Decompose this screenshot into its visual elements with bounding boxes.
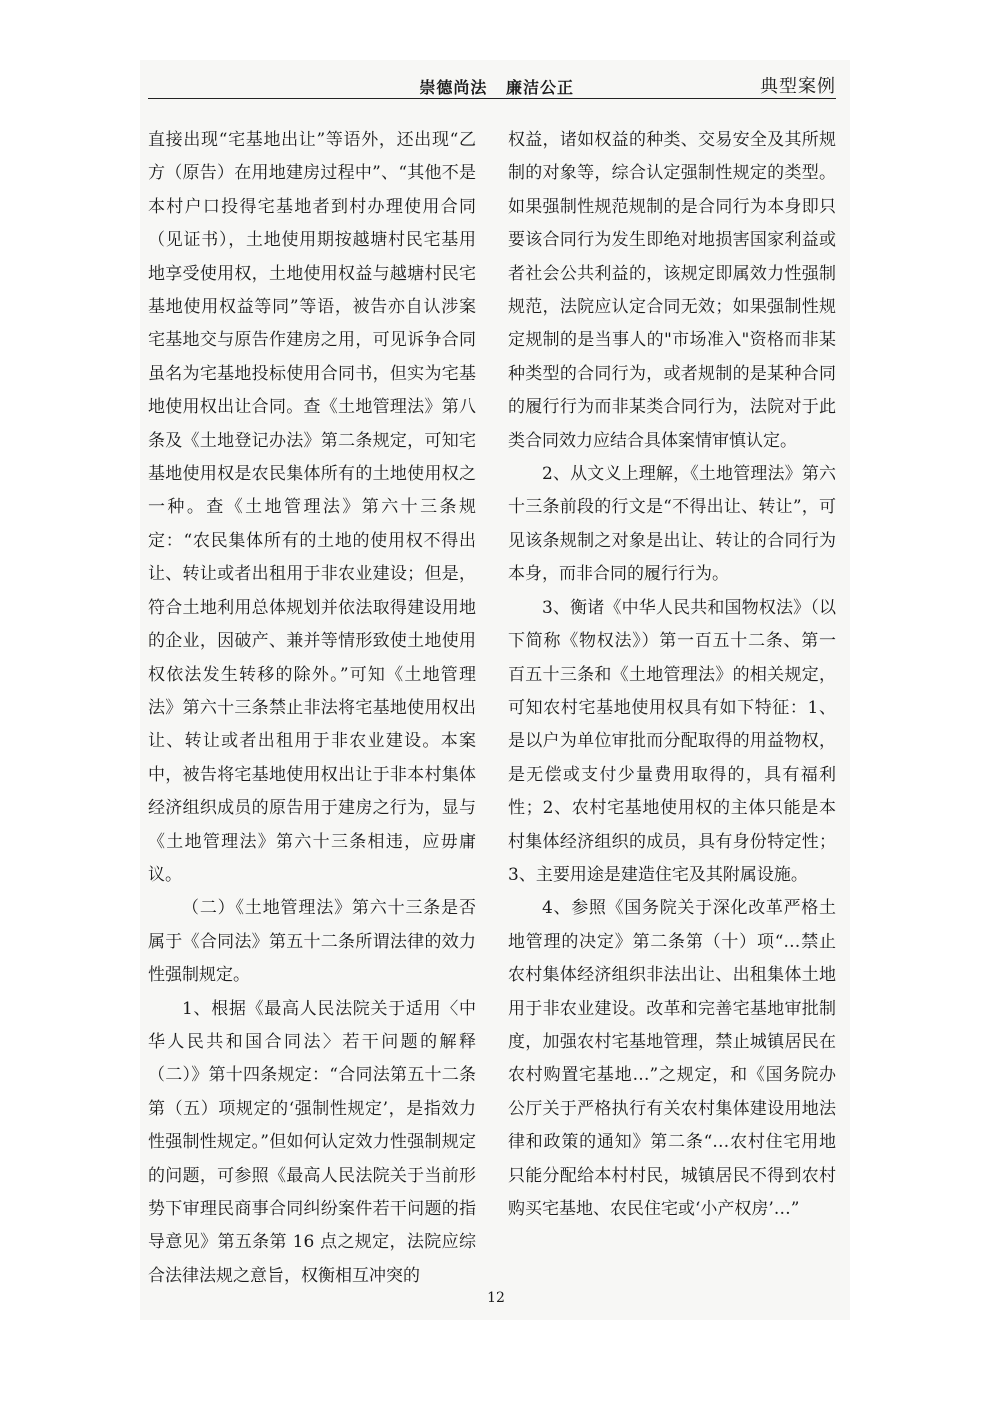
header-slogan bbox=[413, 75, 580, 98]
right-paragraph-4: 4、参照《国务院关于深化改革严格土地管理的决定》第二条第（十）项“…禁止农村集体经济组织非法出让、出租集体土地用于非农业建设。改革和完善宅基地审批制度，加强农村宅基地管理，禁止城镇居民在农村购置宅基地…”之规定，和《国务院办公厅关于严格执行有关农村集体建设用地法律和政策的通知》第二条“…农村住宅用地只能分配给本村村民，城镇居民不得到农村购买宅基地、农民住宅或‘小产权房’…” bbox=[508, 898, 836, 1219]
right-column bbox=[508, 124, 836, 1226]
page-header bbox=[148, 70, 836, 98]
header-section-title: 典型案例 bbox=[760, 76, 836, 97]
left-paragraph-2: （二）《土地管理法》第六十三条是否属于《合同法》第五十二条所谓法律的效力性强制规定。 bbox=[148, 898, 476, 986]
page-number: 12 bbox=[487, 1290, 505, 1306]
header-rule bbox=[148, 98, 836, 99]
right-paragraph-3: 3、衡诸《中华人民共和国物权法》（以下简称《物权法》）第一百五十二条、第一百五十三条和《土地管理法》的相关规定，可知农村宅基地使用权具有如下特征：1、是以户为单位审批而分配取得的用益物权，是无偿或支付少量费用取得的，具有福利性；2、农村宅基地使用权的主体只能是本村集体经济组织的成员，具有身份特定性；3、主要用途是建造住宅及其附属设施。 bbox=[508, 597, 836, 885]
left-column bbox=[148, 124, 476, 1293]
slogan-right: 廉洁公正 bbox=[505, 78, 574, 97]
slogan-left: 崇德尚法 bbox=[419, 78, 488, 97]
left-paragraph-3: 1、根据《最高人民法院关于适用〈中华人民共和国合同法〉若干问题的解释（二）》第十四条规定：“合同法第五十二条第（五）项规定的‘强制性规定’，是指效力性强制性规定。”但如何认定效力性强制规定的问题，可参照《最高人民法院关于当前形势下审理民商事合同纠纷案件若干问题的指导意见》第五条第 16 点之规定，法院应综合法律法规之意旨，权衡相互冲突的 bbox=[148, 998, 476, 1286]
left-paragraph-1: 直接出现“宅基地出让”等语外，还出现“乙方（原告）在用地建房过程中”、“其他不是本村户口投得宅基地者到村办理使用合同（见证书），土地使用期按越塘村民宅基用地享受使用权，土地使用权益与越塘村民宅基地使用权益等同”等语，被告亦自认涉案宅基地交与原告作建房之用，可见诉争合同虽名为宅基地投标使用合同书，但实为宅基地使用权出让合同。查《土地管理法》第八条及《土地登记办法》第二条规定，可知宅基地使用权是农民集体所有的土地使用权之一种。查《土地管理法》第六十三条规定：“农民集体所有的土地的使用权不得出让、转让或者出租用于非农业建设；但是，符合土地利用总体规划并依法取得建设用地的企业，因破产、兼并等情形致使土地使用权依法发生转移的除外。”可知《土地管理法》第六十三条禁止非法将宅基地使用权出让、转让或者出租用于非农业建设。本案中，被告将宅基地使用权出让于非本村集体经济组织成员的原告用于建房之行为，显与《土地管理法》第六十三条相违，应毋庸议。 bbox=[148, 130, 476, 885]
right-paragraph-2: 2、从文义上理解，《土地管理法》第六十三条前段的行文是“不得出让、转让”，可见该条规制之对象是出让、转让的合同行为本身，而非合同的履行行为。 bbox=[508, 464, 836, 585]
right-paragraph-1: 权益，诸如权益的种类、交易安全及其所规制的对象等，综合认定强制性规定的类型。如果强制性规范规制的是合同行为本身即只要该合同行为发生即绝对地损害国家利益或者社会公共利益的，该规定即属效力性强制规范，法院应认定合同无效；如果强制性规定规制的是当事人的"市场准入"资格而非某种类型的合同行为，或者规制的是某种合同的履行行为而非某类合同行为，法院对于此类合同效力应结合具体案情审慎认定。 bbox=[508, 130, 836, 451]
